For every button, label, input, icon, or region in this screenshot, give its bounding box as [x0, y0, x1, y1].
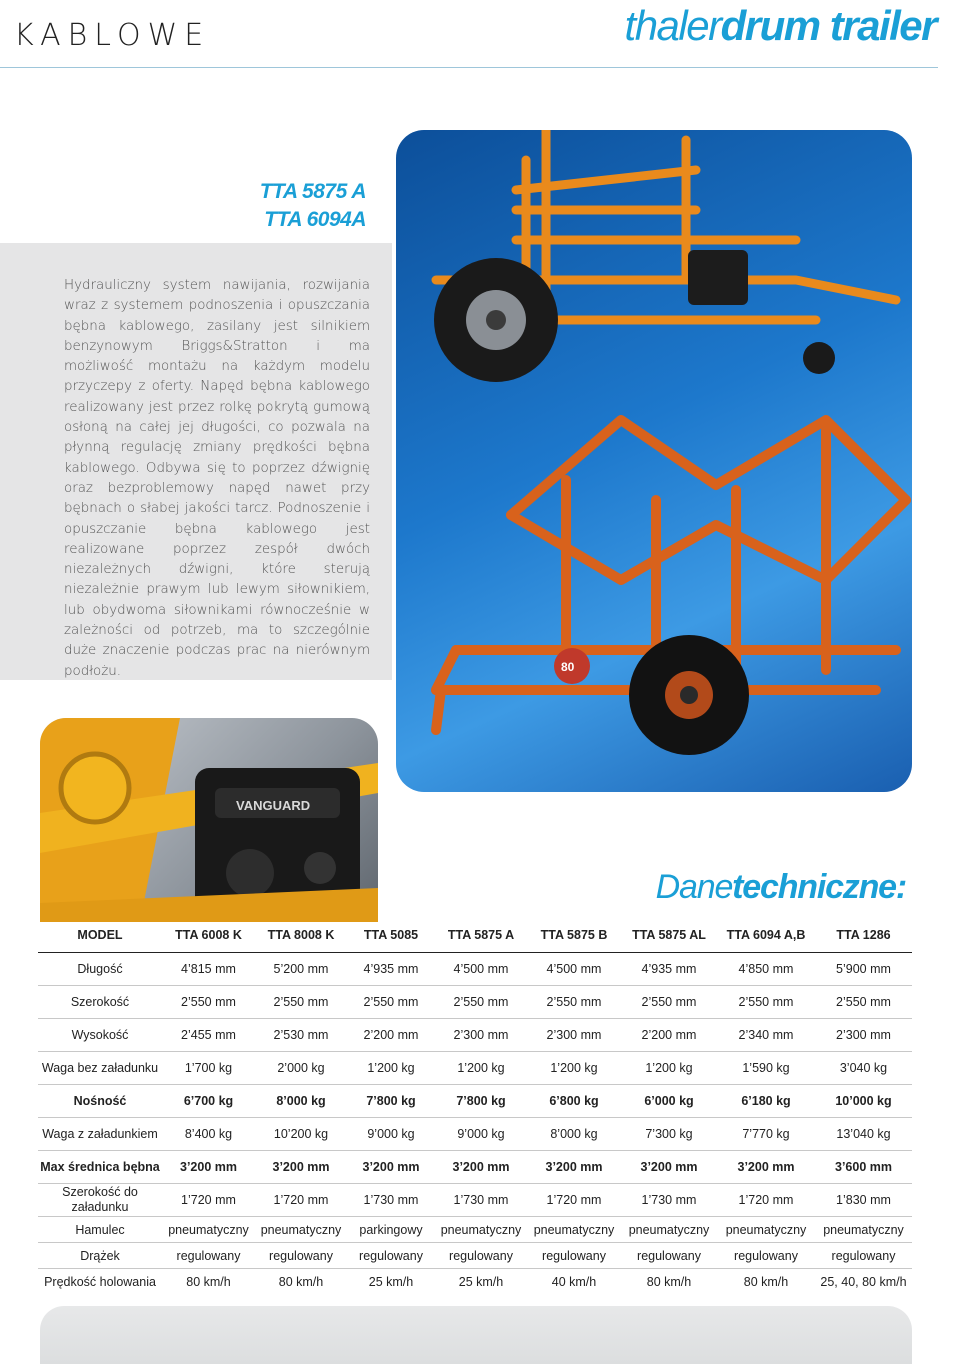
row-label: Szerokość [38, 986, 162, 1019]
engine-brand-label: VANGUARD [236, 798, 311, 813]
table-cell: 2’340 mm [717, 1019, 815, 1052]
table-cell: 8’000 kg [527, 1118, 621, 1151]
table-row [38, 1052, 912, 1085]
table-cell: 1’590 kg [717, 1052, 815, 1085]
table-row [38, 986, 912, 1019]
row-label: Prędkość holowania [44, 1274, 156, 1289]
col-header: TTA 5875 AL [621, 918, 717, 953]
table-cell: regulowany [717, 1243, 815, 1269]
table-cell: 2’550 mm [621, 986, 717, 1019]
table-cell: 2’550 mm [162, 986, 255, 1019]
engine-block [688, 250, 748, 305]
table-cell: 4’500 mm [527, 953, 621, 986]
row-label: Hamulec [38, 1217, 162, 1243]
table-cell: 3’200 mm [527, 1151, 621, 1184]
table-cell: pneumatyczny [717, 1217, 815, 1243]
row-label: Wysokość [38, 1019, 162, 1052]
specs-title-bold: techniczne: [732, 868, 906, 906]
table-cell: 4’815 mm [162, 953, 255, 986]
table-row [38, 1118, 912, 1151]
table-cell: 80 km/h [186, 1274, 231, 1289]
row-label: Waga bez załadunku [38, 1052, 162, 1085]
table-cell: 25 km/h [368, 1274, 414, 1289]
table-row [38, 1151, 912, 1184]
table-cell: 9’000 kg [435, 1118, 527, 1151]
table-row [38, 1269, 912, 1295]
table-cell: 80 km/h [278, 1274, 324, 1289]
table-cell: 1’730 mm [347, 1184, 435, 1217]
table-row [38, 953, 912, 986]
table-cell: 6’000 kg [621, 1085, 717, 1118]
table-cell: 2’550 mm [717, 986, 815, 1019]
table-cell: regulowany [162, 1243, 255, 1269]
col-header: TTA 8008 K [255, 918, 347, 953]
table-cell: 2’550 mm [435, 986, 527, 1019]
table-cell: 1’720 mm [527, 1184, 621, 1217]
table-cell: 3’040 kg [815, 1052, 912, 1085]
table-cell: 1’200 kg [435, 1052, 527, 1085]
table-cell: pneumatyczny [527, 1217, 621, 1243]
table-cell: regulowany [347, 1243, 435, 1269]
table-cell: 3’200 mm [347, 1151, 435, 1184]
table-cell: 4’500 mm [435, 953, 527, 986]
col-header: TTA 5875 B [527, 918, 621, 953]
row-label: Szerokość do załadunku [38, 1184, 162, 1217]
table-cell: 6’180 kg [717, 1085, 815, 1118]
table-cell: 1’200 kg [621, 1052, 717, 1085]
trailer-photo [396, 130, 912, 792]
table-cell: 9’000 kg [347, 1118, 435, 1151]
table-cell: 2’550 mm [527, 986, 621, 1019]
col-header: TTA 6094 A,B [717, 918, 815, 953]
table-row [38, 1217, 912, 1243]
table-cell: 6’800 kg [527, 1085, 621, 1118]
table-cell: 10’200 kg [255, 1118, 347, 1151]
table-cell: regulowany [815, 1243, 912, 1269]
table-cell: 3’200 mm [255, 1151, 347, 1184]
table-cell: 40 km/h [551, 1274, 597, 1289]
table-cell: 2’300 mm [435, 1019, 527, 1052]
table-cell: 2’000 kg [255, 1052, 347, 1085]
table-cell: 6’700 kg [162, 1085, 255, 1118]
table-cell: pneumatyczny [435, 1217, 527, 1243]
trailer-illustration [396, 130, 912, 792]
table-cell: 4’850 mm [717, 953, 815, 986]
table-cell: 2’200 mm [347, 1019, 435, 1052]
header-divider [0, 67, 938, 68]
table-row [38, 1243, 912, 1269]
table-cell: 7’800 kg [435, 1085, 527, 1118]
table-cell: 2’455 mm [162, 1019, 255, 1052]
table-cell: 2’200 mm [621, 1019, 717, 1052]
table-cell: 3’200 mm [621, 1151, 717, 1184]
table-cell: 2’300 mm [527, 1019, 621, 1052]
table-cell: regulowany [435, 1243, 527, 1269]
table-cell: 80 km/h [646, 1274, 692, 1289]
table-cell: 7’800 kg [347, 1085, 435, 1118]
table-cell: 1’700 kg [162, 1052, 255, 1085]
drum-badge: 80 [561, 660, 575, 674]
table-row [38, 1184, 912, 1217]
table-row [38, 1019, 912, 1052]
row-label: Drążek [38, 1243, 162, 1269]
table-cell: 7’770 kg [717, 1118, 815, 1151]
product-description: Hydrauliczny system nawijania, rozwijania wraz z systemem podnoszenia i opuszczania bębna kablowego, zasilany jest silnikiem benzynowym Briggs&Stratton i ma możliwość montażu na każdym modelu przyczepy z oferty. Napęd bębna kablowego realizowany jest przez rolkę pokrytą gumową osłoną na całej jej długości, co pozwala na płynną regulację zmiany prędkości bębna kablowego. Odbywa się to poprzez dźwignię oraz bezproblemowy napęd nawet przy bębnach o słabej jakości tarcz. Podnoszenie i opuszczanie bębna kablowego jest realizowane poprzez zespół dwóch niezależnych dźwigni, które sterują niezależnie prawym lub lewym siłownikiem, lub obydwoma siłownikami równocześnie w zależności od potrzeb, ma to szczególnie duże znaczenie podczas prac na nierównym podłożu. [64, 278, 370, 679]
table-cell: 8’000 kg [255, 1085, 347, 1118]
row-label: Długość [38, 953, 162, 986]
table-cell: 4’935 mm [347, 953, 435, 986]
row-label: Nośność [38, 1085, 162, 1118]
table-row [38, 1085, 912, 1118]
col-header: TTA 5875 A [435, 918, 527, 953]
table-cell: pneumatyczny [255, 1217, 347, 1243]
engine-illustration [40, 718, 378, 922]
table-cell: 5’200 mm [255, 953, 347, 986]
table-cell: 3’200 mm [435, 1151, 527, 1184]
table-cell: 3’200 mm [162, 1151, 255, 1184]
table-cell: 10’000 kg [815, 1085, 912, 1118]
specs-title [656, 868, 906, 907]
model-titles [260, 178, 366, 234]
footer-band [40, 1306, 912, 1364]
table-cell: pneumatyczny [621, 1217, 717, 1243]
table-cell: 7’300 kg [621, 1118, 717, 1151]
table-cell: regulowany [621, 1243, 717, 1269]
table-cell: 13’040 kg [815, 1118, 912, 1151]
col-header: TTA 5085 [347, 918, 435, 953]
table-cell: 25 km/h [458, 1274, 504, 1289]
table-cell: 2’550 mm [347, 986, 435, 1019]
table-cell: 1’720 mm [717, 1184, 815, 1217]
table-cell: 1’830 mm [815, 1184, 912, 1217]
table-cell: 80 km/h [743, 1274, 789, 1289]
table-cell: pneumatyczny [162, 1217, 255, 1243]
table-cell: 2’300 mm [815, 1019, 912, 1052]
specs-table [38, 918, 912, 1294]
specs-header-row [38, 918, 912, 953]
table-cell: 3’200 mm [717, 1151, 815, 1184]
table-cell: pneumatyczny [815, 1217, 912, 1243]
table-cell: 1’720 mm [162, 1184, 255, 1217]
table-cell: 1’730 mm [435, 1184, 527, 1217]
section-label: KABLOWE [14, 18, 211, 53]
model-title-2: TTA 6094A [264, 208, 366, 231]
table-cell: 5’900 mm [815, 953, 912, 986]
table-cell: 25, 40, 80 km/h [820, 1274, 907, 1289]
table-cell: 3’600 mm [815, 1151, 912, 1184]
row-label: Waga z załadunkiem [38, 1118, 162, 1151]
table-cell: 2’550 mm [255, 986, 347, 1019]
model-title-1: TTA 5875 A [259, 180, 366, 203]
table-cell: 4’935 mm [621, 953, 717, 986]
brand-bold: drum trailer [720, 2, 936, 49]
brand-logo [625, 2, 936, 50]
specs-title-light: Dane [655, 868, 733, 906]
col-header: TTA 1286 [815, 918, 912, 953]
row-label: Max średnica bębna [38, 1151, 162, 1184]
engine-photo [40, 718, 378, 922]
table-cell: 2’530 mm [255, 1019, 347, 1052]
table-cell: regulowany [255, 1243, 347, 1269]
table-cell: parkingowy [347, 1217, 435, 1243]
brand-light: thaler [624, 2, 721, 49]
table-cell: 8’400 kg [162, 1118, 255, 1151]
col-header: TTA 6008 K [162, 918, 255, 953]
col-header: MODEL [38, 918, 162, 953]
table-cell: 1’200 kg [347, 1052, 435, 1085]
table-cell: 1’720 mm [255, 1184, 347, 1217]
table-cell: 2’550 mm [815, 986, 912, 1019]
table-cell: 1’730 mm [621, 1184, 717, 1217]
table-cell: 1’200 kg [527, 1052, 621, 1085]
table-cell: regulowany [527, 1243, 621, 1269]
